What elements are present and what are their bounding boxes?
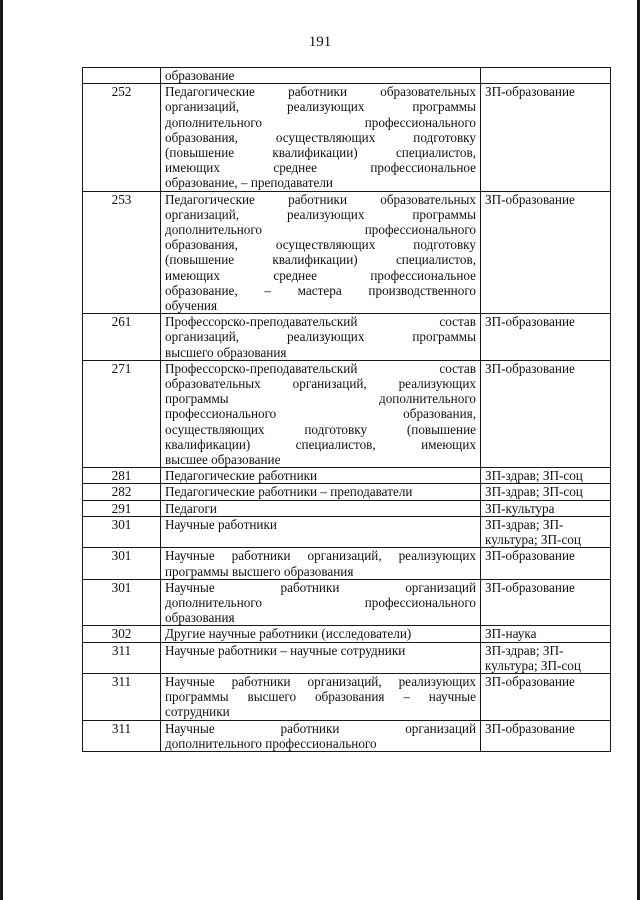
row-code: 311 xyxy=(83,642,161,673)
table-row xyxy=(83,516,611,547)
description-line: образование, – преподаватели xyxy=(165,175,333,191)
row-description xyxy=(161,500,481,516)
description-line: имеющих среднее профессиональное xyxy=(165,267,476,283)
row-description xyxy=(161,548,481,579)
row-description xyxy=(161,579,481,626)
row-code: 253 xyxy=(83,191,161,314)
description-line: Педагогические работники xyxy=(165,468,318,484)
table-row xyxy=(83,642,611,673)
row-code: 301 xyxy=(83,548,161,579)
row-code: 261 xyxy=(83,314,161,361)
description-line: Педагогические работники образовательных xyxy=(165,84,476,100)
table-row xyxy=(83,673,611,720)
description-line: имеющих среднее профессиональное xyxy=(165,160,476,176)
description-line: Профессорско-преподавательский состав xyxy=(165,360,476,376)
row-description xyxy=(161,642,481,673)
row-sector: ЗП-наука xyxy=(481,626,611,642)
row-description xyxy=(161,191,481,314)
row-description xyxy=(161,468,481,484)
description-line: организаций, реализующих программы xyxy=(165,99,476,115)
description-line: Педагогические работники – преподаватели xyxy=(165,484,413,500)
description-line: высшего образования xyxy=(165,344,287,360)
row-sector: ЗП-образование xyxy=(481,84,611,191)
description-line: образования, осуществляющих подготовку xyxy=(165,129,476,145)
description-line: организаций, реализующих программы xyxy=(165,206,476,222)
row-description xyxy=(161,626,481,642)
description-line: Профессорско-преподавательский состав xyxy=(165,314,476,330)
row-sector: ЗП-здрав; ЗП-соц xyxy=(481,468,611,484)
row-description xyxy=(161,484,481,500)
row-sector: ЗП-образование xyxy=(481,548,611,579)
row-code: 301 xyxy=(83,516,161,547)
description-line: дополнительного профессионального xyxy=(165,114,476,130)
row-description xyxy=(161,720,481,751)
scan-edge-left xyxy=(0,0,3,900)
description-line: образования, осуществляющих подготовку xyxy=(165,237,476,253)
row-sector: ЗП-образование xyxy=(481,579,611,626)
description-line: образование xyxy=(165,68,235,83)
row-description xyxy=(161,314,481,361)
row-sector: ЗП-образование xyxy=(481,360,611,467)
description-line: высшее образование xyxy=(165,452,281,468)
description-line: организаций, реализующих программы xyxy=(165,329,476,345)
description-line: квалификации) специалистов, имеющих xyxy=(165,436,476,452)
row-description xyxy=(161,516,481,547)
description-line: Научные работники организаций, реализующих xyxy=(165,673,476,689)
description-line: Научные работники организаций xyxy=(165,720,476,736)
description-line: осуществляющих подготовку (повышение xyxy=(165,421,476,437)
description-line: обучения xyxy=(165,298,218,314)
positions-table xyxy=(82,67,611,752)
row-code xyxy=(83,68,161,84)
table-row xyxy=(83,500,611,516)
row-description xyxy=(161,360,481,467)
row-code: 252 xyxy=(83,84,161,191)
row-sector: ЗП-здрав; ЗП-культура; ЗП-соц xyxy=(481,516,611,547)
description-line: дополнительного профессионального xyxy=(165,735,377,751)
row-description xyxy=(161,68,481,84)
row-sector: ЗП-культура xyxy=(481,500,611,516)
table-row xyxy=(83,579,611,626)
description-line: Педагогические работники образовательных xyxy=(165,191,476,207)
table-row xyxy=(83,84,611,191)
description-line: программы дополнительного xyxy=(165,391,476,407)
row-sector: ЗП-здрав; ЗП-культура; ЗП-соц xyxy=(481,642,611,673)
row-sector: ЗП-образование xyxy=(481,191,611,314)
table-row xyxy=(83,548,611,579)
description-line: Научные работники организаций, реализующих xyxy=(165,548,476,564)
description-line: образования xyxy=(165,610,235,626)
description-line: (повышение квалификации) специалистов, xyxy=(165,252,476,268)
description-line: (повышение квалификации) специалистов, xyxy=(165,145,476,161)
table-row xyxy=(83,191,611,314)
row-sector xyxy=(481,68,611,84)
row-description xyxy=(161,673,481,720)
row-code: 311 xyxy=(83,720,161,751)
description-line: программы высшего образования xyxy=(165,563,354,579)
row-sector: ЗП-образование xyxy=(481,720,611,751)
table-row xyxy=(83,484,611,500)
table-row xyxy=(83,468,611,484)
row-code: 311 xyxy=(83,673,161,720)
description-line: Научные работники организаций xyxy=(165,579,476,595)
description-line: Педагоги xyxy=(165,500,217,516)
description-line: образование, – мастера производственного xyxy=(165,282,476,298)
row-sector: ЗП-здрав; ЗП-соц xyxy=(481,484,611,500)
description-line: дополнительного профессионального xyxy=(165,594,476,610)
row-code: 271 xyxy=(83,360,161,467)
description-line: программы высшего образования – научные xyxy=(165,689,476,705)
table-row xyxy=(83,314,611,361)
row-code: 282 xyxy=(83,484,161,500)
description-line: дополнительного профессионального xyxy=(165,222,476,238)
description-line: Другие научные работники (исследователи) xyxy=(165,626,412,642)
description-line: образовательных организаций, реализующих xyxy=(165,376,476,392)
table-row xyxy=(83,360,611,467)
row-code: 302 xyxy=(83,626,161,642)
table-row xyxy=(83,720,611,751)
row-description xyxy=(161,84,481,191)
table-row xyxy=(83,626,611,642)
description-line: Научные работники xyxy=(165,516,277,532)
row-sector: ЗП-образование xyxy=(481,314,611,361)
description-line: профессионального образования, xyxy=(165,406,476,422)
table-body xyxy=(83,68,611,752)
description-line: Научные работники – научные сотрудники xyxy=(165,642,406,658)
row-code: 291 xyxy=(83,500,161,516)
row-code: 281 xyxy=(83,468,161,484)
description-line: сотрудники xyxy=(165,704,230,720)
row-sector: ЗП-образование xyxy=(481,673,611,720)
table-row xyxy=(83,68,611,84)
row-code: 301 xyxy=(83,579,161,626)
page-number: 191 xyxy=(308,34,332,50)
